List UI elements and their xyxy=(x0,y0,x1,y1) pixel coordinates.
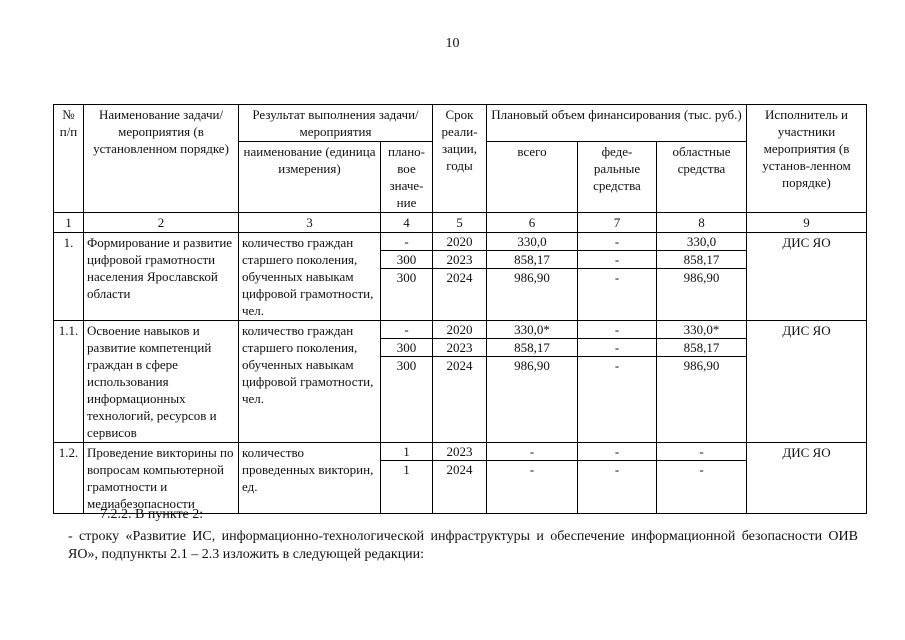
regional-funding xyxy=(657,321,747,443)
regional-value: 330,0* xyxy=(657,321,746,339)
header-term: Срок реали-зации, годы xyxy=(433,105,487,213)
row-number: 1.1. xyxy=(54,321,84,443)
header-funding: Плановый объем финансирования (тыс. руб.) xyxy=(487,105,747,142)
header-row xyxy=(54,105,867,142)
years xyxy=(433,321,487,443)
column-number: 2 xyxy=(84,213,239,233)
year: 2024 xyxy=(446,270,473,285)
total-value: - xyxy=(529,462,535,477)
year: 2020 xyxy=(433,233,486,251)
header-task: Наименование задачи/ мероприятия (в установленном порядке) xyxy=(84,105,239,213)
task-name: Проведение викторины по вопросам компьютерной грамотности и медиабезопасности xyxy=(84,443,239,514)
column-number: 3 xyxy=(239,213,381,233)
planned-value: - xyxy=(381,321,432,339)
total-value: 858,17 xyxy=(487,339,577,357)
total-funding xyxy=(487,321,578,443)
federal-value: - xyxy=(614,358,620,373)
regional-value: 986,90 xyxy=(683,358,720,373)
total-value: 986,90 xyxy=(514,270,550,285)
column-number: 5 xyxy=(433,213,487,233)
task-name: Освоение навыков и развитие компетенций граждан в сфере использования информационных технологий, ресурсов и сервисов xyxy=(84,321,239,443)
year: 2023 xyxy=(433,251,486,269)
executor: ДИС ЯО xyxy=(747,321,867,443)
planned-values xyxy=(381,443,433,514)
header-result-name: наименование (единица измерения) xyxy=(239,142,381,213)
year: 2023 xyxy=(433,443,486,461)
table-row xyxy=(54,443,867,514)
years xyxy=(433,233,487,321)
executor: ДИС ЯО xyxy=(747,233,867,321)
regional-value: - xyxy=(657,443,746,461)
planned-values xyxy=(381,321,433,443)
header-no: № п/п xyxy=(54,105,84,213)
year: 2020 xyxy=(433,321,486,339)
years xyxy=(433,443,487,514)
executor: ДИС ЯО xyxy=(747,443,867,514)
column-number: 7 xyxy=(578,213,657,233)
task-name: Формирование и развитие цифровой грамотности населения Ярославской области xyxy=(84,233,239,321)
planned-value: - xyxy=(381,233,432,251)
row-number: 1. xyxy=(54,233,84,321)
regional-value: 858,17 xyxy=(657,339,746,357)
regional-value: 986,90 xyxy=(683,270,720,285)
federal-value: - xyxy=(578,321,656,339)
planned-value: 300 xyxy=(396,358,417,373)
table-row xyxy=(54,321,867,443)
year: 2024 xyxy=(446,358,473,373)
federal-value: - xyxy=(614,462,620,477)
header-executor: Исполнитель и участники мероприятия (в установ-ленном порядке) xyxy=(747,105,867,213)
result-name: количество проведенных викторин, ед. xyxy=(239,443,381,514)
regional-funding xyxy=(657,233,747,321)
federal-value: - xyxy=(614,270,620,285)
total-value: - xyxy=(487,443,577,461)
header-result: Результат выполнения задачи/мероприятия xyxy=(239,105,433,142)
plan-table xyxy=(53,104,867,514)
column-number: 4 xyxy=(381,213,433,233)
regional-value: 330,0 xyxy=(657,233,746,251)
header-total: всего xyxy=(487,142,578,213)
federal-value: - xyxy=(578,339,656,357)
planned-value: 300 xyxy=(381,339,432,357)
regional-funding xyxy=(657,443,747,514)
result-name: количество граждан старшего поколения, обученных навыкам цифровой грамотности, чел. xyxy=(239,321,381,443)
total-value: 330,0* xyxy=(487,321,577,339)
regional-value: 858,17 xyxy=(657,251,746,269)
federal-value: - xyxy=(578,233,656,251)
planned-values xyxy=(381,233,433,321)
federal-value: - xyxy=(578,251,656,269)
planned-value: 300 xyxy=(396,270,417,285)
table-row xyxy=(54,233,867,321)
header-federal: феде-ральные средства xyxy=(578,142,657,213)
total-value: 858,17 xyxy=(487,251,577,269)
column-number: 1 xyxy=(54,213,84,233)
column-number: 8 xyxy=(657,213,747,233)
regional-value: - xyxy=(699,462,704,477)
result-name: количество граждан старшего поколения, обученных навыкам цифровой грамотности, чел. xyxy=(239,233,381,321)
page-number: 10 xyxy=(445,36,460,51)
header-regional: областные средства xyxy=(657,142,747,213)
planned-value: 1 xyxy=(403,462,410,477)
federal-value: - xyxy=(578,443,656,461)
year: 2024 xyxy=(446,462,473,477)
planned-value: 300 xyxy=(381,251,432,269)
federal-funding xyxy=(578,321,657,443)
planned-value: 1 xyxy=(381,443,432,461)
paragraph-amendment-text: - строку «Развитие ИС, информационно-технологической инфраструктуры и обеспечение информационной безопасности ОИВ ЯО», подпункты 2.1 – 2.3 изложить в следующей редакции: xyxy=(68,529,858,562)
column-numbers-row xyxy=(54,213,867,233)
federal-funding xyxy=(578,443,657,514)
column-number: 9 xyxy=(747,213,867,233)
column-number: 6 xyxy=(487,213,578,233)
row-number: 1.2. xyxy=(54,443,84,514)
total-funding xyxy=(487,443,578,514)
year: 2023 xyxy=(433,339,486,357)
total-value: 330,0 xyxy=(487,233,577,251)
paragraph-point-number: 7.2.2. В пункте 2: xyxy=(100,507,204,522)
total-funding xyxy=(487,233,578,321)
total-value: 986,90 xyxy=(514,358,550,373)
header-result-value: плано-вое значе-ние xyxy=(381,142,433,213)
federal-funding xyxy=(578,233,657,321)
